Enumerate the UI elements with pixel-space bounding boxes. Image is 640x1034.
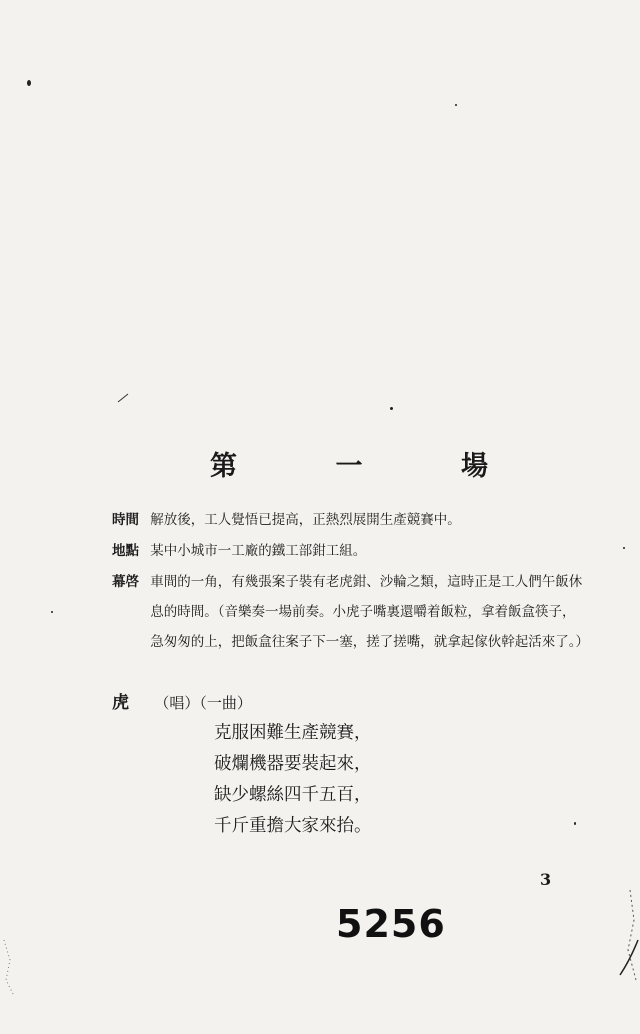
scan-speck bbox=[574, 822, 576, 825]
place-entry bbox=[112, 536, 592, 566]
time-entry bbox=[112, 505, 592, 535]
scene-title-char: 第 bbox=[210, 451, 239, 482]
curtain-label: 幕啓 bbox=[112, 574, 139, 590]
speaker-line bbox=[112, 688, 252, 713]
scan-speck bbox=[623, 547, 625, 549]
scene-title-char: 場 bbox=[461, 451, 490, 482]
page-number: 3 bbox=[540, 870, 552, 889]
verse-line: 破爛機器要裝起來， bbox=[214, 754, 372, 774]
curtain-text: 車間的一角，有幾張案子裝有老虎鉗、沙輪之類，這時正是工人們午飯休息的時間。（音樂奏一場前奏。小虎子嘴裏還嚼着飯粒，拿着飯盒筷子，急匆匆的上，把飯盒往案子下一塞，搓了搓嘴，就拿起傢伙幹起活來了。） bbox=[150, 574, 590, 650]
verse-line: 缺少螺絲四千五百， bbox=[214, 785, 372, 805]
verse-line: 克服困難生產競賽， bbox=[214, 723, 372, 743]
time-label: 時間 bbox=[112, 512, 139, 528]
curtain-entry bbox=[112, 567, 592, 657]
scene-title bbox=[210, 444, 490, 483]
scan-speck bbox=[390, 407, 393, 410]
verse-line: 千斤重擔大家來抬。 bbox=[214, 816, 372, 836]
place-text: 某中小城市一工廠的鐵工部鉗工組。 bbox=[150, 543, 367, 559]
scene-title-char: 一 bbox=[335, 451, 365, 482]
scan-speck bbox=[27, 80, 31, 86]
stamp-number: 5256 bbox=[336, 902, 446, 946]
scan-speck bbox=[51, 611, 53, 613]
song-verse bbox=[214, 718, 372, 842]
edge-smudge bbox=[590, 880, 640, 990]
place-label: 地點 bbox=[112, 543, 139, 559]
scan-scratch bbox=[116, 392, 130, 404]
speaker-name: 虎 bbox=[112, 693, 129, 713]
edge-smudge bbox=[0, 930, 60, 1000]
scan-speck bbox=[455, 104, 457, 106]
stage-cue: （唱）（一曲） bbox=[154, 694, 252, 712]
time-text: 解放後，工人覺悟已提高，正熱烈展開生產競賽中。 bbox=[150, 512, 461, 528]
